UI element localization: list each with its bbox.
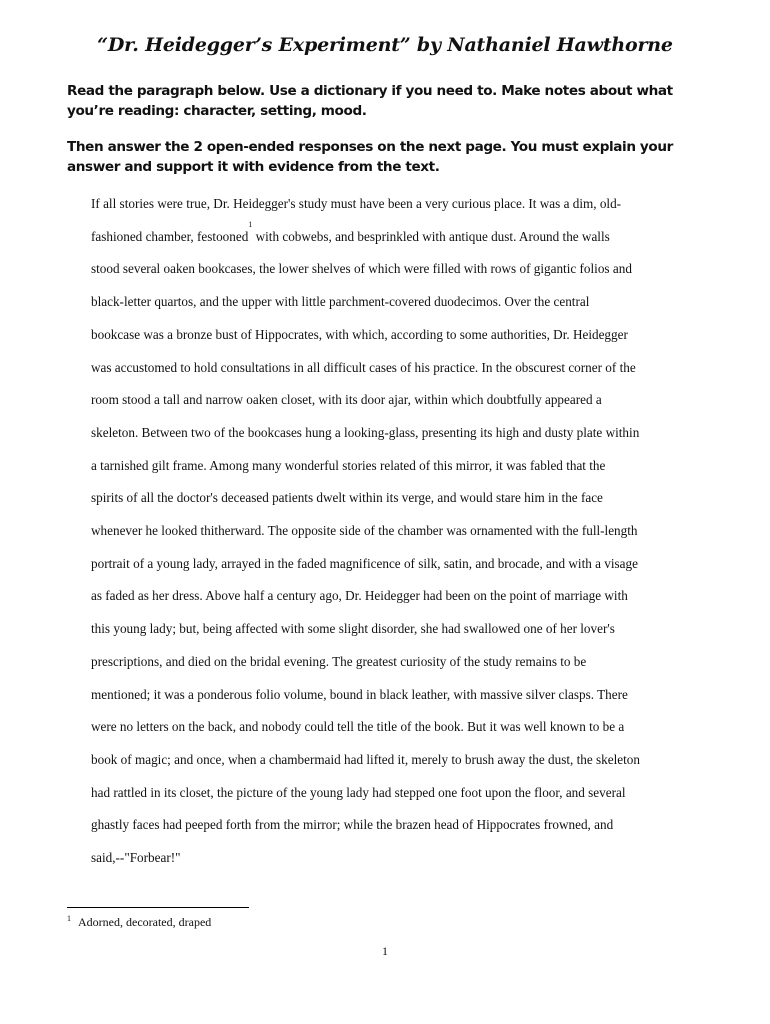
passage-line: this young lady; but, being affected with some slight disorder, she had swallowed one of her lover's [91, 621, 615, 637]
passage-line: mentioned; it was a ponderous folio volume, bound in black leather, with massive silver clasps. There [91, 686, 628, 702]
passage-line: portrait of a young lady, arrayed in the faded magnificence of silk, satin, and brocade, and with a visage [91, 555, 638, 571]
story-passage [91, 188, 691, 875]
passage-line: room stood a tall and narrow oaken closet, with its door ajar, within which doubtfully appeared a [91, 392, 602, 408]
passage-line: prescriptions, and died on the bridal evening. The greatest curiosity of the study remains to be [91, 653, 587, 669]
passage-line: as faded as her dress. Above half a century ago, Dr. Heidegger had been on the point of marriage with [91, 588, 628, 604]
passage-line: had rattled in its closet, the picture of the young lady had stepped one foot upon the floor, and several [91, 784, 626, 800]
passage-line: If all stories were true, Dr. Heidegger's study must have been a very curious place. It was a dim, old- [91, 196, 622, 211]
instruction-read: Read the paragraph below. Use a dictionary if you need to. Make notes about what you’re reading: character, setting, mood. [67, 83, 673, 119]
document-title: “Dr. Heidegger’s Experiment” by Nathaniel Hawthorne [97, 34, 673, 56]
passage-line-start: fashioned chamber, festooned [91, 228, 249, 244]
passage-line: spirits of all the doctor's deceased patients dwelt within its verge, and would stare him in the face [91, 490, 603, 506]
instruction-answer: Then answer the 2 open-ended responses on the next page. You must explain your answer and support it with evidence from the text. [67, 139, 673, 175]
passage-line: was accustomed to hold consultations in all difficult cases of his practice. In the obscurest corner of the [91, 359, 636, 375]
passage-line: book of magic; and once, when a chambermaid had lifted it, merely to brush away the dust, the skeleton [91, 751, 640, 767]
page-number: 1 [382, 944, 388, 958]
passage-line: a tarnished gilt frame. Among many wonderful stories related of this mirror, it was fabled that the [91, 457, 606, 473]
passage-line: stood several oaken bookcases, the lower shelves of which were filled with rows of gigantic folios and [91, 261, 632, 277]
passage-line: were no letters on the back, and nobody could tell the title of the book. But it was well known to be a [91, 719, 625, 735]
footnote-mark: 1 [67, 914, 71, 923]
footnote-text: Adorned, decorated, draped [78, 915, 212, 929]
footnote [67, 915, 211, 930]
passage-line: ghastly faces had peeped forth from the mirror; while the brazen head of Hippocrates frowned, and [91, 817, 614, 833]
footnote-reference: 1 [248, 219, 253, 229]
passage-line-end: with cobwebs, and besprinkled with antique dust. Around the walls [252, 228, 610, 244]
passage-line [91, 221, 691, 254]
passage-line: bookcase was a bronze bust of Hippocrates, with which, according to some authorities, Dr. Heidegger [91, 326, 628, 342]
passage-line: said,--"Forbear!" [91, 850, 181, 866]
passage-line: skeleton. Between two of the bookcases hung a looking-glass, presenting its high and dusty plate within [91, 424, 640, 440]
footnote-divider [67, 907, 249, 908]
passage-line: black-letter quartos, and the upper with little parchment-covered duodecimos. Over the central [91, 294, 590, 310]
passage-line: whenever he looked thitherward. The opposite side of the chamber was ornamented with the full-length [91, 523, 638, 539]
